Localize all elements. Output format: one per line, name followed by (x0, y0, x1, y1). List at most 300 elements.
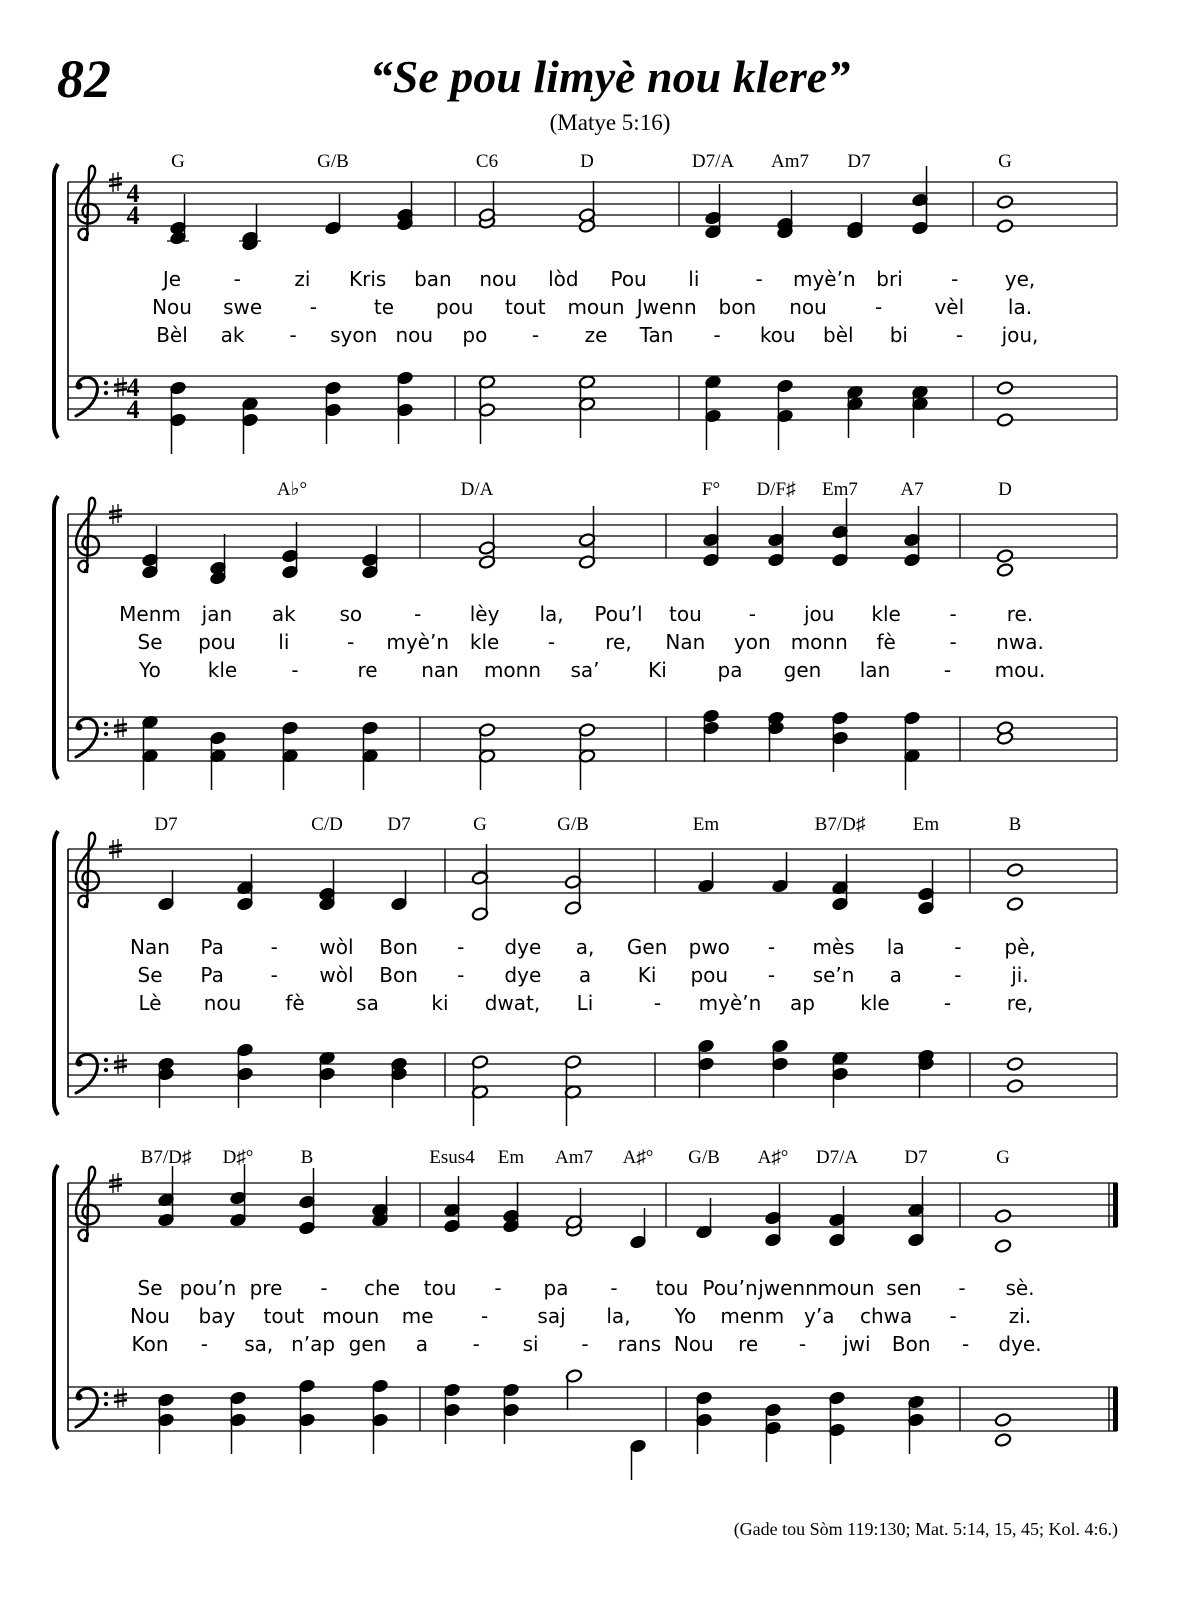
time-signature-bottom: 4 (126, 201, 140, 230)
lyric-syllable: Pou (610, 267, 647, 291)
lyric-syllable: n’ap (291, 1332, 336, 1356)
treble-clef-icon (76, 498, 99, 572)
chord-symbol: G/B (557, 814, 589, 835)
lyric-syllable: jou, (1001, 323, 1039, 347)
lyric-syllable: sa, (244, 1332, 274, 1356)
lyric-syllable: nou (789, 295, 827, 319)
note-chord (578, 181, 595, 233)
note-chord (157, 1393, 174, 1454)
lyric-syllable: - (200, 1332, 208, 1356)
note-chord (846, 194, 863, 239)
lyric-syllable: Nou (673, 1332, 714, 1356)
lyric-syllable: - (581, 1332, 589, 1356)
lyric-syllable: re, (605, 630, 632, 654)
lyric-syllable: bay (198, 1304, 236, 1328)
lyric-syllable: pou (435, 295, 474, 319)
lyric-syllable: ap (790, 991, 815, 1015)
lyric-syllable: saj (537, 1304, 566, 1328)
note-chord (831, 854, 848, 911)
lyric-syllable: - (951, 267, 959, 291)
system-bracket (54, 831, 58, 1115)
lyric-syllable: ji. (1011, 963, 1029, 987)
lyric-syllable: Nan (665, 630, 706, 654)
note-chord (846, 385, 863, 438)
lyric-syllable: sè. (1005, 1276, 1035, 1300)
chord-symbol: Em (912, 814, 940, 835)
lyric-syllable: - (943, 991, 952, 1015)
note-chord (767, 506, 784, 567)
note-chord (697, 852, 714, 893)
time-signature-bottom: 4 (126, 395, 140, 424)
system-bracket (54, 1165, 58, 1449)
lyric-syllable: tout (505, 295, 546, 319)
lyric-syllable: lòd (548, 267, 579, 291)
bass-clef-dot (104, 1058, 108, 1062)
chord-symbol: A♯° (622, 1147, 654, 1168)
note-chord (996, 195, 1013, 234)
note-chord (281, 522, 298, 579)
lyric-syllable: - (748, 602, 756, 626)
note-chord (209, 731, 226, 790)
note-chord (169, 194, 186, 245)
note-chord (471, 1055, 488, 1126)
bass-clef-dot (104, 1402, 108, 1406)
note-chord (831, 711, 848, 772)
lyric-syllable: - (875, 295, 883, 319)
lyric-syllable: - (531, 323, 540, 347)
lyric-syllable: kou (759, 323, 796, 347)
lyric-syllable: Li (576, 991, 594, 1015)
chord-symbol: B7/D♯ (140, 1147, 192, 1168)
lyric-syllable: re. (1006, 602, 1034, 626)
note-chord (361, 526, 378, 579)
lyric-syllable: jan (201, 602, 233, 626)
lyric-syllable: y’a (804, 1304, 835, 1328)
lyric-syllable: zi (294, 267, 311, 291)
lyric-syllable: sen (886, 1276, 922, 1300)
lyric-syllable: kle (469, 630, 500, 654)
chord-symbol: G/B (688, 1147, 720, 1168)
lyric-syllable: - (457, 935, 465, 959)
note-chord (695, 1198, 712, 1239)
note-chord (994, 1209, 1011, 1254)
note-chord (565, 1188, 582, 1237)
lyric-syllable: fè (285, 991, 305, 1015)
staff-bass-3 (68, 1053, 1117, 1097)
note-chord (565, 1369, 582, 1410)
lyric-syllable: li (688, 267, 700, 291)
note-chord (903, 506, 920, 567)
lyric-syllable: kle (860, 991, 890, 1015)
note-chord (907, 1395, 924, 1454)
lyric-syllable: myè’n (792, 267, 856, 291)
lyric-syllable: moun (322, 1304, 380, 1328)
lyric-syllable: Tan (639, 323, 674, 347)
lyric-syllable: che (364, 1276, 400, 1300)
lyric-syllable: Lè (138, 991, 162, 1015)
lyric-syllable: - (347, 630, 355, 654)
lyric-syllable: sa (356, 991, 379, 1015)
note-chord (917, 1049, 934, 1098)
lyric-syllable: dwat, (484, 991, 541, 1015)
note-chord (478, 181, 495, 229)
lyric-syllable: Pou’l (594, 602, 643, 626)
note-chord (771, 852, 788, 893)
bass-clef-dot (104, 1068, 108, 1072)
lyric-syllable: zi. (1008, 1304, 1032, 1328)
lyric-syllable: moun (817, 1276, 875, 1300)
lyric-syllable: rans (617, 1332, 662, 1356)
system-bracket (54, 164, 58, 438)
footer-references: (Gade tou Sòm 119:130; Mat. 5:14, 15, 45; Kol. 4:6.) (733, 1519, 1118, 1539)
lyric-syllable: moun (567, 295, 625, 319)
note-chord (911, 166, 928, 235)
note-chord (996, 381, 1013, 428)
chord-symbol: B (300, 1147, 314, 1168)
lyric-syllable: monn (790, 630, 848, 654)
note-chord (911, 385, 928, 438)
notehead (1006, 863, 1023, 878)
lyric-syllable: si (522, 1332, 539, 1356)
lyric-syllable: nwa. (996, 630, 1044, 654)
notehead (994, 1239, 1011, 1254)
lyric-syllable: Ki (637, 963, 657, 987)
chord-symbol: D/F♯ (756, 479, 796, 500)
lyric-syllable: Se (137, 630, 163, 654)
chord-symbol: G (998, 151, 1012, 172)
lyric-syllable: a (578, 963, 592, 987)
chord-symbol: C/D (311, 814, 343, 835)
note-chord (241, 397, 258, 454)
lyric-syllable: Bon (891, 1332, 931, 1356)
lyric-syllable: - (309, 295, 317, 319)
lyric-syllable: la. (1007, 295, 1033, 319)
chord-symbol: Em (497, 1147, 525, 1168)
lyric-syllable: bri (876, 267, 903, 291)
treble-clef-icon (76, 166, 99, 240)
note-chord (828, 1186, 845, 1247)
note-chord (502, 1182, 519, 1233)
notehead (994, 1433, 1011, 1448)
lyric-syllable: chwa (860, 1304, 913, 1328)
lyric-syllable: a, (575, 935, 595, 959)
lyric-syllable: tou (669, 602, 702, 626)
lyric-syllable: - (713, 323, 721, 347)
notehead (996, 381, 1013, 396)
note-chord (776, 379, 793, 450)
note-chord (229, 1391, 246, 1454)
chord-symbol: F° (701, 479, 721, 500)
lyric-syllable: po (462, 323, 488, 347)
chord-symbol: G (996, 1147, 1010, 1168)
note-chord (917, 860, 934, 915)
note-chord (169, 381, 186, 454)
lyric-syllable: - (954, 935, 962, 959)
time-signature-top: 4 (126, 373, 140, 402)
chord-symbol: D (998, 479, 1012, 500)
treble-clef-icon (76, 1167, 99, 1241)
lyric-syllable: yon (733, 630, 771, 654)
lyric-syllable: nou (203, 991, 242, 1015)
chord-symbol: D7/A (691, 151, 735, 172)
note-chord (281, 721, 298, 790)
lyric-syllable: - (767, 963, 776, 987)
lyric-syllable: - (320, 1276, 328, 1300)
scripture-reference: (Matye 5:16) (549, 110, 671, 135)
lyric-syllable: mou. (994, 658, 1046, 682)
note-chord (318, 1051, 335, 1108)
note-chord (695, 1391, 712, 1454)
notehead (994, 1413, 1011, 1428)
lyric-syllable: Yo (139, 658, 161, 682)
lyric-syllable: Menm (119, 602, 181, 626)
note-chord (1006, 863, 1023, 912)
treble-clef-icon (76, 833, 99, 907)
note-chord (564, 848, 581, 915)
note-chord (994, 1413, 1011, 1448)
note-chord (298, 1379, 315, 1454)
bass-clef-dot (104, 732, 108, 736)
note-chord (907, 1176, 924, 1247)
lyric-syllable: - (943, 658, 952, 682)
note-chord (502, 1383, 519, 1444)
note-chord (443, 1383, 460, 1444)
lyric-syllable: Kon (131, 1332, 169, 1356)
lyric-syllable: nou (395, 323, 434, 347)
lyric-syllable: sa’ (570, 658, 600, 682)
note-chord (157, 870, 174, 911)
bass-clef-dot (76, 1394, 83, 1401)
notehead (996, 563, 1013, 578)
lyric-syllable: wòl (319, 935, 354, 959)
lyric-syllable: myè’n (698, 991, 762, 1015)
notehead (1006, 1079, 1023, 1094)
note-chord (478, 723, 495, 790)
lyric-syllable: pou (198, 630, 236, 654)
system-bracket (54, 496, 58, 779)
lyric-syllable: kle (207, 658, 238, 682)
note-chord (996, 721, 1013, 746)
lyric-syllable: te (373, 295, 395, 319)
lyric-syllable: pè, (1004, 935, 1036, 959)
lyric-syllable: - (949, 630, 957, 654)
lyric-syllable: Pa (200, 935, 224, 959)
bass-clef-dot (76, 724, 83, 731)
staff-treble-3 (68, 849, 1117, 893)
lyric-syllable: - (472, 1332, 480, 1356)
lyric-syllable: dye (504, 935, 542, 959)
lyric-syllable: pou (690, 963, 729, 987)
chord-symbol: D (580, 151, 594, 172)
lyric-syllable: pa (543, 1276, 569, 1300)
lyric-syllable: dye. (998, 1332, 1042, 1356)
lyric-syllable: li (278, 630, 290, 654)
lyric-syllable: kle (871, 602, 901, 626)
note-chord (578, 375, 595, 438)
lyric-syllable: Pa (200, 963, 224, 987)
lyric-syllable: Gen (626, 935, 668, 959)
lyric-syllable: tout (263, 1304, 305, 1328)
lyric-syllable: Ki (648, 658, 667, 682)
lyric-syllable: la, (539, 602, 564, 626)
note-chord (702, 709, 719, 762)
lyric-syllable: Kris (349, 267, 387, 291)
notehead (1006, 1057, 1023, 1072)
lyric-syllable: bi (889, 323, 908, 347)
note-chord (578, 723, 595, 790)
note-chord (629, 1208, 646, 1249)
chord-symbol: D♯° (222, 1147, 254, 1168)
lyric-syllable: - (289, 323, 297, 347)
lyric-syllable: - (270, 935, 278, 959)
lyric-syllable: ban (414, 267, 452, 291)
chord-symbol: D/A (460, 479, 494, 500)
lyric-syllable: myè’n (386, 630, 450, 654)
lyric-syllable: tou (423, 1276, 457, 1300)
lyric-syllable: Nan (130, 935, 170, 959)
lyric-syllable: Bèl (156, 323, 188, 347)
lyric-syllable: a (415, 1332, 429, 1356)
chord-symbol: Am7 (555, 1147, 593, 1168)
lyric-syllable: ze (584, 323, 608, 347)
lyric-syllable: Nou (130, 1304, 170, 1328)
lyric-syllable: re, (1006, 991, 1034, 1015)
lyric-syllable: bèl (823, 323, 854, 347)
lyric-syllable: dye (504, 963, 542, 987)
lyric-syllable: nan (421, 658, 459, 682)
chord-symbol: Am7 (771, 151, 809, 172)
chord-symbol: Esus4 (429, 1147, 475, 1168)
note-chord (361, 721, 378, 790)
lyric-syllable: la (886, 935, 905, 959)
bass-clef-dot (76, 383, 83, 390)
note-chord (578, 506, 595, 569)
chord-symbol: Em (692, 814, 720, 835)
note-chord (241, 204, 258, 251)
lyric-syllable: - (494, 1276, 502, 1300)
chord-symbol: B (1008, 814, 1022, 835)
lyric-syllable: - (270, 963, 278, 987)
note-chord (702, 506, 719, 567)
chord-symbol: G (473, 814, 487, 835)
lyric-syllable: ak (271, 602, 296, 626)
note-chord (831, 498, 848, 567)
lyric-syllable: Nou (152, 295, 192, 319)
lyric-syllable: - (949, 1304, 957, 1328)
note-chord (704, 375, 721, 450)
lyric-syllable: wòl (319, 963, 354, 987)
chord-symbol: A♭° (276, 479, 308, 500)
lyric-syllable: Pou’n (702, 1276, 758, 1300)
chord-symbol: A7 (900, 479, 924, 500)
note-chord (318, 860, 335, 911)
notehead (996, 219, 1013, 234)
lyric-syllable: monn (483, 658, 542, 682)
lyric-syllable: lèy (469, 602, 500, 626)
notehead (996, 195, 1013, 210)
lyric-syllable: tou (655, 1276, 689, 1300)
lyric-syllable: - (457, 963, 465, 987)
lyric-syllable: jou (803, 602, 835, 626)
lyric-syllable: fè (876, 630, 896, 654)
notehead (996, 413, 1013, 428)
bass-clef-dot (104, 1392, 108, 1396)
final-barline-thick (1113, 1183, 1118, 1227)
notehead (994, 1209, 1011, 1224)
note-chord (209, 534, 226, 585)
lyric-syllable: Bon (379, 963, 418, 987)
lyric-syllable: Jwenn (636, 295, 697, 319)
lyric-syllable: - (291, 658, 299, 682)
lyric-syllable: - (767, 935, 776, 959)
note-chord (371, 1379, 388, 1454)
final-barline-thick (1113, 1387, 1118, 1431)
lyric-syllable: se’n (812, 963, 855, 987)
lyric-syllable: pou’n (179, 1276, 237, 1300)
note-chord (478, 514, 495, 569)
lyric-syllable: lan (859, 658, 891, 682)
bass-clef-dot (104, 381, 108, 385)
chord-symbol: D7/A (815, 1147, 859, 1168)
note-chord (996, 549, 1013, 578)
hymn-number: 82 (57, 49, 111, 109)
time-signature-top: 4 (126, 179, 140, 208)
note-chord (141, 526, 158, 579)
note-chord (764, 1403, 781, 1462)
lyric-syllable: pre (249, 1276, 283, 1300)
note-chord (767, 711, 784, 762)
bass-clef-dot (104, 722, 108, 726)
notehead (1006, 897, 1023, 912)
chord-symbol: D7 (904, 1147, 928, 1168)
hymn-title: “Se pou limyè nou klere” (369, 51, 851, 102)
lyric-syllable: re (738, 1332, 759, 1356)
chord-symbol: G/B (317, 151, 349, 172)
chord-symbol: D7 (847, 151, 871, 172)
note-chord (831, 1051, 848, 1108)
lyric-syllable: swe (223, 295, 263, 319)
lyric-syllable: - (547, 630, 556, 654)
lyric-syllable: Se (137, 963, 163, 987)
note-chord (298, 1168, 315, 1235)
lyric-syllable: so (339, 602, 363, 626)
lyric-syllable: - (481, 1304, 489, 1328)
staff-treble-1 (68, 182, 1117, 226)
note-chord (704, 184, 721, 239)
lyric-syllable: jwi (843, 1332, 871, 1356)
lyric-syllable: a (889, 963, 902, 987)
lyric-syllable: - (653, 991, 662, 1015)
bass-clef-dot (104, 391, 108, 395)
lyric-syllable: bon (718, 295, 757, 319)
note-chord (629, 1439, 646, 1480)
note-chord (390, 870, 407, 911)
chord-symbol: G (171, 151, 185, 172)
note-chord (324, 381, 341, 444)
lyric-syllable: la, (606, 1304, 631, 1328)
lyric-syllable: ye, (1004, 267, 1036, 291)
chord-symbol: Em7 (822, 479, 858, 500)
note-chord (141, 715, 158, 790)
lyric-syllable: - (949, 602, 957, 626)
lyric-syllable: me (401, 1304, 434, 1328)
lyric-syllable: menm (720, 1304, 785, 1328)
note-chord (157, 1057, 174, 1108)
notehead (996, 549, 1013, 564)
chord-symbol: C6 (475, 151, 499, 172)
lyric-syllable: ki (431, 991, 449, 1015)
lyric-syllable: - (610, 1276, 618, 1300)
